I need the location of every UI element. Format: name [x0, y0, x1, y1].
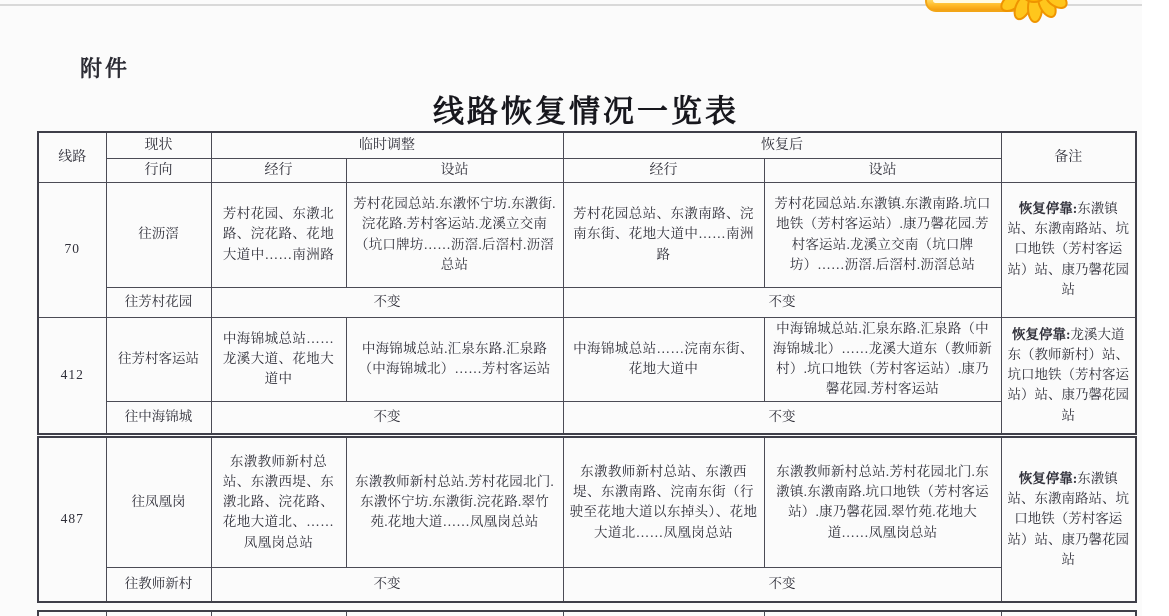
- cell-clipped: [346, 611, 563, 616]
- remark-prefix-412: 恢复停靠:: [1012, 326, 1071, 342]
- cell-direction-main-487: 往凤凰岗: [106, 437, 211, 567]
- cell-rec-route-70: 芳村花园总站、东漖南路、浣南东街、花地大道中……南洲路: [563, 182, 764, 287]
- table-row: [38, 182, 1136, 287]
- cell-clipped: [211, 611, 346, 616]
- header-recovered: 恢复后: [563, 132, 1001, 158]
- header-direction: 行向: [106, 158, 211, 182]
- cell-clipped: [764, 611, 1001, 616]
- header-status: 现状: [106, 132, 211, 158]
- cell-temp-unchanged-70: 不变: [211, 287, 563, 317]
- routes-table-section-1: [37, 131, 1137, 435]
- sunflower-icon: [996, 0, 1070, 26]
- cell-rec-stations-487: 东漖教师新村总站.芳村花园北门.东漖镇.东漖南路.坑口地铁（芳村客运站）.康乃馨花园.翠竹苑.花地大道……凤凰岗总站: [764, 437, 1001, 567]
- cell-temp-route-70: 芳村花园、东漖北路、浣花路、花地大道中……南洲路: [211, 182, 346, 287]
- cell-temp-route-487: 东漖教师新村总站、东漖西堤、东漖北路、浣花路、花地大道北、……凤凰岗总站: [211, 437, 346, 567]
- header-line: 线路: [38, 132, 106, 182]
- remark-prefix-487: 恢复停靠:: [1018, 470, 1078, 486]
- cell-rec-route-412: 中海锦城总站……浣南东街、花地大道中: [563, 317, 764, 401]
- cell-rec-unchanged-412: 不变: [563, 401, 1001, 434]
- remark-text-70: 东漖镇站、东漖南路站、坑口地铁（芳村客运站）站、康乃馨花园站: [1007, 200, 1129, 297]
- cell-direction-main-70: 往沥滘: [106, 182, 211, 287]
- attachment-label: 附件: [80, 56, 131, 81]
- header-temp-stations: 设站: [346, 158, 563, 182]
- remark-prefix-70: 恢复停靠:: [1018, 200, 1078, 216]
- header-temp-route: 经行: [211, 158, 346, 182]
- header-rec-stations: 设站: [764, 158, 1001, 182]
- cell-line-70: 70: [38, 182, 106, 317]
- page-right-margin: [1142, 0, 1169, 616]
- cell-temp-unchanged-487: 不变: [211, 567, 563, 602]
- table-header-row-1: [38, 132, 1136, 158]
- page-title: 线路恢复情况一览表: [433, 94, 739, 129]
- cell-temp-stations-412: 中海锦城总站.汇泉东路.汇泉路（中海锦城北）……芳村客运站: [346, 317, 563, 401]
- cell-remark-487: [1001, 437, 1136, 602]
- cell-clipped: [38, 611, 106, 616]
- table-row: [38, 401, 1136, 434]
- cell-remark-70: [1001, 182, 1136, 317]
- cell-clipped: [1001, 611, 1136, 616]
- cell-line-487: 487: [38, 437, 106, 602]
- routes-table-section-3-clipped: [37, 610, 1137, 616]
- table-row: [38, 567, 1136, 602]
- routes-table-section-2: [37, 436, 1137, 603]
- cell-temp-unchanged-412: 不变: [211, 401, 563, 434]
- cell-rec-route-487: 东漖教师新村总站、东漖西堤、东漖南路、浣南东街（行驶至花地大道以东掉头）、花地大道北……凤凰岗总站: [563, 437, 764, 567]
- header-remarks: 备注: [1001, 132, 1136, 182]
- remark-text-487: 东漖镇站、东漖南路站、坑口地铁（芳村客运站）站、康乃馨花园站: [1007, 470, 1129, 567]
- cell-temp-route-412: 中海锦城总站……龙溪大道、花地大道中: [211, 317, 346, 401]
- cell-direction-main-412: 往芳村客运站: [106, 317, 211, 401]
- cell-direction-return-487: 往教师新村: [106, 567, 211, 602]
- cell-rec-stations-412: 中海锦城总站.汇泉东路.汇泉路（中海锦城北）……龙溪大道东（教师新村）.坑口地铁（芳村客运站）.康乃馨花园.芳村客运站: [764, 317, 1001, 401]
- cell-rec-unchanged-487: 不变: [563, 567, 1001, 602]
- cell-line-412: 412: [38, 317, 106, 434]
- table-header-row-2: [38, 158, 1136, 182]
- table-row: [38, 437, 1136, 567]
- cell-temp-stations-487: 东漖教师新村总站.芳村花园北门.东漖怀宁坊.东漖街.浣花路.翠竹苑.花地大道……凤凰岗总站: [346, 437, 563, 567]
- cell-remark-412: [1001, 317, 1136, 434]
- cell-clipped: [106, 611, 211, 616]
- cell-direction-return-70: 往芳村花园: [106, 287, 211, 317]
- table-row: [38, 287, 1136, 317]
- remark-text-412: 龙溪大道东（教师新村）站、坑口地铁（芳村客运站）站、康乃馨花园站: [1007, 326, 1129, 423]
- header-temp-adjust: 临时调整: [211, 132, 563, 158]
- table-row: [38, 317, 1136, 401]
- cell-clipped: [563, 611, 764, 616]
- cell-temp-stations-70: 芳村花园总站.东漖怀宁坊.东漖街.浣花路.芳村客运站.龙溪立交南（坑口牌坊……沥滘.后滘村.沥滘总站: [346, 182, 563, 287]
- table-row: [38, 611, 1136, 616]
- header-rec-route: 经行: [563, 158, 764, 182]
- cell-rec-unchanged-70: 不变: [563, 287, 1001, 317]
- cell-direction-return-412: 往中海锦城: [106, 401, 211, 434]
- cell-rec-stations-70: 芳村花园总站.东漖镇.东漖南路.坑口地铁（芳村客运站）.康乃馨花园.芳村客运站.龙溪立交南（坑口牌坊）……沥滘.后滘村.沥滘总站: [764, 182, 1001, 287]
